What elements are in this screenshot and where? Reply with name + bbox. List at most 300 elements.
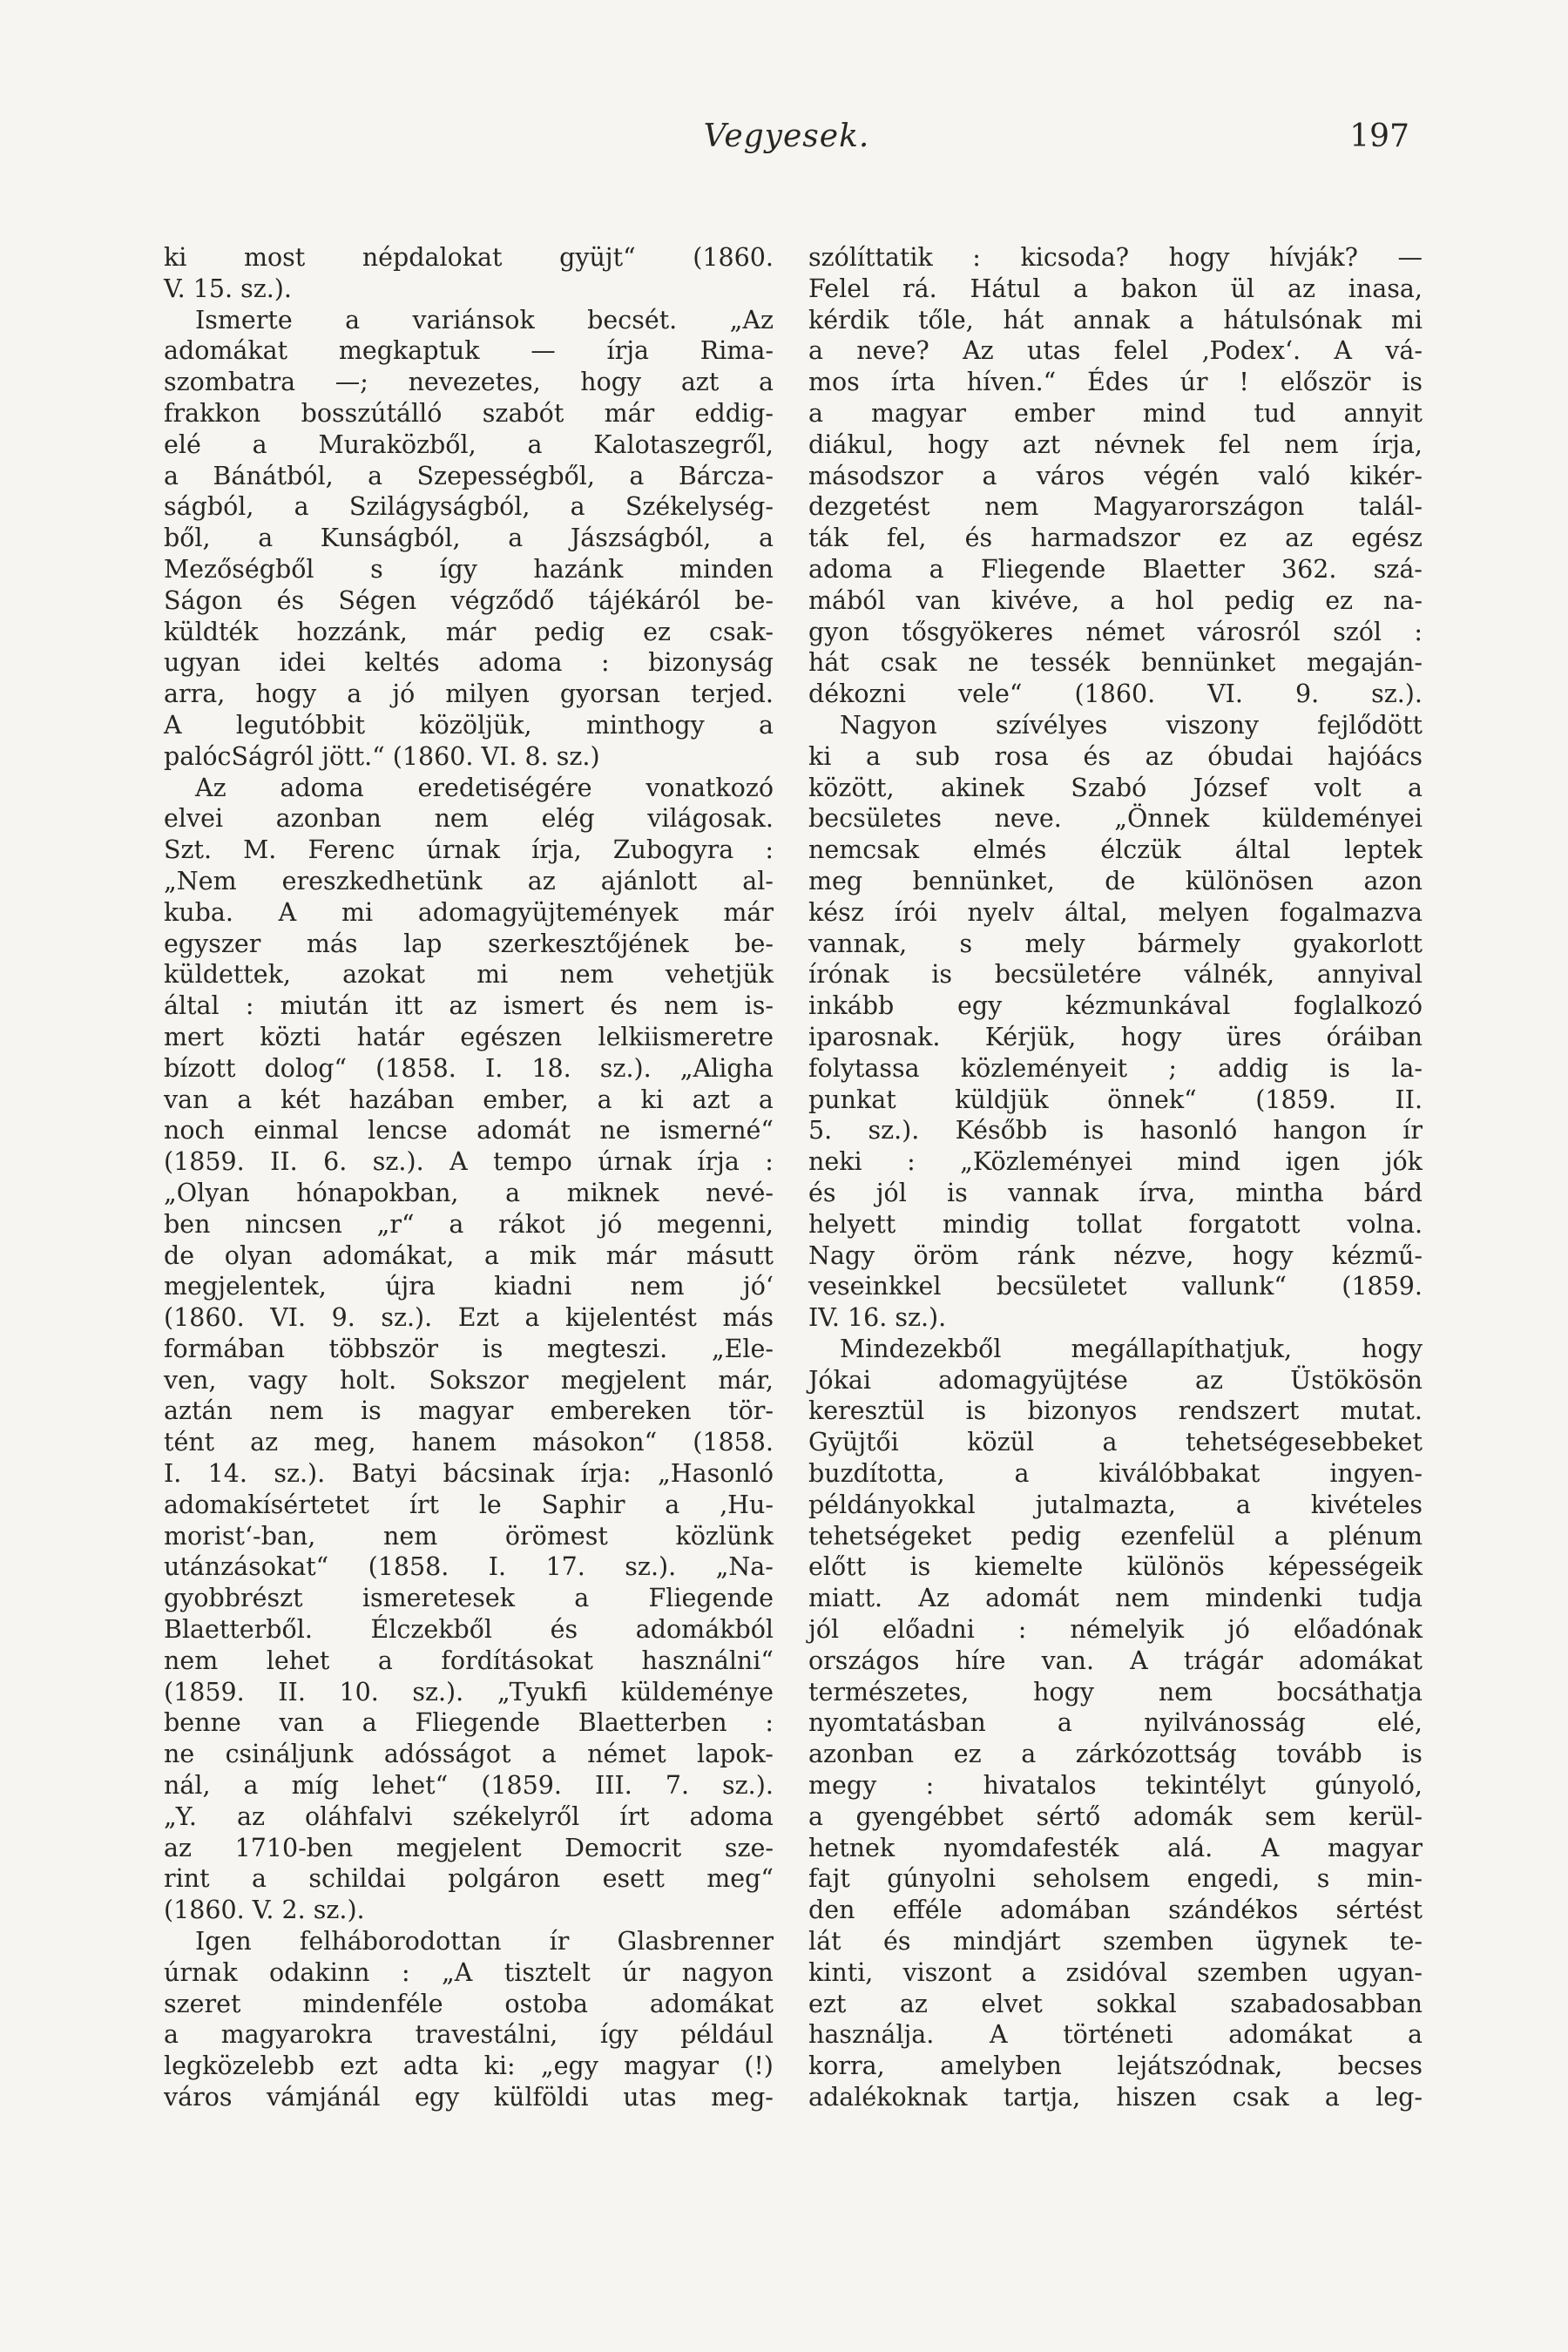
word: elé, (1377, 1708, 1423, 1738)
word: viszont (902, 1957, 992, 1987)
word: A (449, 1147, 468, 1177)
word: a (929, 554, 944, 584)
word: a (758, 524, 774, 553)
word: kérdik (808, 305, 889, 335)
word: mindjárt (952, 1927, 1061, 1957)
word: adomák (1132, 1801, 1233, 1831)
word: Glasbrenner (617, 1927, 774, 1957)
text-line (164, 1646, 774, 1677)
word: kikér- (1349, 461, 1423, 490)
word: felel (1113, 336, 1169, 366)
word: 10. (339, 1677, 379, 1707)
word: tehetségesebbeket (1185, 1428, 1423, 1457)
word: gyobbrészt (164, 1584, 303, 1613)
word: mutat. (1340, 1396, 1423, 1426)
word: az (1285, 524, 1314, 553)
word: azonban (275, 804, 382, 834)
text-line-content (808, 491, 1423, 523)
text-line (164, 1271, 774, 1302)
word: között, (808, 773, 895, 802)
word: magyar (418, 1396, 514, 1426)
word: úrnak (598, 1147, 672, 1177)
word: azokat (342, 960, 425, 990)
word: olyan (224, 1240, 293, 1270)
word: és (276, 585, 305, 615)
word: (1860. (1074, 679, 1156, 709)
word: az (236, 1801, 265, 1831)
word: ez (1325, 585, 1354, 615)
word: Üstökösön (1290, 1365, 1423, 1395)
word: fel, (886, 524, 927, 553)
word: ták (808, 524, 848, 553)
word: ez (643, 617, 671, 646)
word: által (1234, 835, 1291, 865)
word: lehet (266, 1646, 330, 1675)
word: (!) (744, 2051, 774, 2081)
word: nézve, (1113, 1240, 1194, 1270)
word: : (1414, 617, 1423, 646)
word: II. (1395, 1085, 1423, 1114)
word: csak- (708, 617, 774, 646)
text-line (808, 242, 1423, 274)
word: aztán (164, 1396, 233, 1426)
word: Rima- (700, 336, 774, 366)
word: székelyről (452, 1801, 580, 1831)
text-line (808, 1801, 1423, 1833)
word: a (1021, 1957, 1037, 1987)
word: volna. (1347, 1209, 1423, 1239)
word: híre (955, 1646, 1006, 1675)
word: meg“ (706, 1864, 774, 1894)
word: szólíttatik (808, 243, 933, 272)
word: az (899, 1989, 928, 2018)
word: pedig (534, 617, 605, 646)
word: veseinkkel (808, 1272, 942, 1301)
text-line-content (164, 1022, 774, 1053)
word: és (882, 1927, 911, 1957)
word: ingyen- (1329, 1459, 1423, 1489)
word: hivatalos (983, 1771, 1097, 1801)
word: „Ele- (711, 1334, 774, 1363)
text-line (808, 1614, 1423, 1646)
word: A (1334, 336, 1352, 366)
word: pedig (1224, 585, 1295, 615)
text-line (808, 429, 1423, 461)
text-line (808, 554, 1423, 585)
word: kézmű- (1331, 1240, 1423, 1270)
word: lejátszódnak, (1117, 2051, 1283, 2081)
text-line (808, 1490, 1423, 1521)
text-line (808, 1085, 1423, 1116)
word: az (250, 1428, 279, 1457)
word: idei (279, 648, 326, 678)
word: míg (291, 1771, 339, 1801)
word: elmés (972, 835, 1047, 865)
word: nem (1158, 1677, 1213, 1707)
word: a (866, 741, 882, 771)
text-line (164, 1022, 774, 1053)
word: egy (415, 2083, 460, 2112)
word: a (570, 492, 585, 522)
text-line-content (808, 1178, 1423, 1209)
word: élczük (1100, 835, 1181, 865)
word: gyon (808, 617, 869, 646)
word: más (306, 929, 358, 958)
word: VI. (1207, 679, 1243, 709)
text-line-content (808, 1801, 1423, 1833)
word: Hátul (970, 274, 1041, 303)
word: az (1195, 1365, 1224, 1395)
text-line (808, 773, 1423, 804)
text-line-content (808, 803, 1423, 835)
text-line-content (808, 1614, 1423, 1646)
word: lencse (368, 1116, 448, 1146)
word: sem (1265, 1801, 1316, 1831)
word: folytassa (808, 1053, 920, 1083)
word: ez (953, 1740, 982, 1769)
word: trágár (1183, 1646, 1263, 1675)
word: megjelentek, (164, 1272, 327, 1301)
text-line-content (808, 1458, 1423, 1490)
word: embereken (550, 1396, 692, 1426)
word: különösen (1185, 866, 1315, 896)
word: adalékoknak (808, 2083, 968, 2112)
word: ‚Hu- (720, 1490, 774, 1519)
text-line-content (808, 990, 1423, 1022)
word: gúnyoló, (1315, 1771, 1423, 1801)
word: jók (1384, 1147, 1423, 1177)
text-line (808, 1863, 1423, 1895)
word: van (279, 1708, 324, 1738)
word: viszony (1166, 710, 1259, 740)
word: tisztelt (504, 1957, 591, 1987)
word: ereszkedhetünk (281, 866, 483, 896)
word: már (445, 617, 497, 646)
text-line (164, 741, 774, 773)
word: válnék, (1184, 960, 1275, 990)
word: történeti (1063, 2020, 1173, 2050)
word: jó (392, 679, 416, 709)
word: sz.). (599, 1053, 652, 1083)
word: mintha (1235, 1178, 1324, 1207)
word: bizonyos (1027, 1396, 1138, 1426)
word: 362. (1281, 554, 1337, 584)
word: (1859. (164, 1147, 245, 1177)
text-line-content (164, 1396, 774, 1427)
word: : (1017, 1615, 1027, 1645)
word: morist‘-ban, (164, 1521, 316, 1551)
word: vehetjük (665, 960, 774, 990)
word: rá. (902, 274, 937, 303)
word: Ságon (164, 585, 243, 615)
text-line-content (164, 1770, 774, 1801)
word: ne (599, 1116, 631, 1146)
text-line-content (164, 617, 774, 648)
word: közleményeit (960, 1053, 1128, 1083)
word: seholsem (1032, 1864, 1151, 1894)
text-line-content (808, 1833, 1423, 1864)
word: a (597, 1085, 612, 1114)
word: egyszer (164, 929, 261, 958)
word: keresztül (808, 1396, 925, 1426)
word: küldték (164, 617, 259, 646)
word: fel (1218, 429, 1251, 459)
text-line-content: IV. 16. sz.). (808, 1303, 947, 1333)
text-line-content (808, 274, 1423, 305)
word: óbudai (1207, 741, 1294, 771)
word: A (989, 2020, 1008, 2050)
word: a (362, 1708, 377, 1738)
word: mi (1390, 305, 1423, 335)
word: a (1014, 1459, 1030, 1489)
text-line-content (808, 2019, 1423, 2051)
text-line-content (808, 773, 1423, 804)
word: óráiban (1326, 1022, 1423, 1051)
word: a (1407, 773, 1423, 802)
word: hazánk (533, 554, 624, 584)
word: a (164, 2020, 179, 2050)
word: sub (915, 741, 960, 771)
word: le (478, 1490, 502, 1519)
word: efféle (892, 1896, 963, 1925)
word: vallunk“ (1182, 1272, 1287, 1301)
word: Később (955, 1116, 1048, 1146)
text-line (808, 1396, 1423, 1427)
text-line (808, 679, 1423, 710)
text-line (164, 1521, 774, 1552)
word: (1858. (368, 1552, 449, 1582)
word: II. (278, 1677, 306, 1707)
word: város (1036, 461, 1105, 490)
word: ki (640, 1085, 664, 1114)
word: neki (808, 1147, 862, 1177)
text-line (808, 1334, 1423, 1365)
word: miatt. (808, 1584, 883, 1613)
word: másutt (686, 1240, 774, 1270)
word: ven, (164, 1365, 217, 1395)
word: nem (664, 991, 719, 1021)
word: elvei (164, 804, 224, 834)
word: meg, (314, 1428, 376, 1457)
word: punkat (808, 1085, 896, 1114)
text-line-content (164, 1334, 774, 1365)
text-line-content (164, 1833, 774, 1864)
word: helyett (808, 1209, 896, 1239)
word: legutóbbit (235, 710, 366, 740)
word: mert (164, 1022, 224, 1051)
word: adomában (999, 1896, 1131, 1925)
text-line-content (164, 1583, 774, 1614)
word: (1858. (375, 1053, 456, 1083)
word: írja, (1372, 429, 1423, 459)
word: gyorsan (559, 679, 660, 709)
text-line-content (808, 461, 1423, 492)
word: tartja, (1003, 2083, 1081, 2112)
word: alá. (1166, 1833, 1213, 1862)
word: miután (280, 991, 368, 1021)
word: : (765, 1147, 774, 1177)
word: a (1057, 1708, 1072, 1738)
word: fajt (808, 1864, 850, 1894)
word: már (604, 398, 655, 428)
text-line (808, 491, 1423, 523)
word: Igen (195, 1927, 252, 1957)
word: rendszert (1178, 1396, 1300, 1426)
text-line-content (808, 554, 1423, 585)
word: rint (164, 1864, 210, 1894)
word: a (1110, 585, 1125, 615)
word: vá- (1385, 336, 1423, 366)
word: írta (890, 368, 936, 397)
text-line (164, 1365, 774, 1396)
word: és (610, 991, 638, 1021)
word: 7. (665, 1771, 690, 1801)
word: már, (718, 1365, 774, 1395)
word: ugyan (164, 648, 241, 678)
word: nyomdafesték (943, 1833, 1119, 1862)
text-line (164, 461, 774, 492)
word: utánzásokat“ (164, 1552, 329, 1582)
word: al- (742, 866, 774, 896)
word: szabót (482, 398, 564, 428)
text-line (164, 835, 774, 866)
word: a (237, 1085, 253, 1114)
word: országos (808, 1646, 920, 1675)
word: Élczekből (370, 1615, 493, 1645)
word: hazában (348, 1085, 455, 1114)
word: Ismerte (195, 305, 293, 335)
word: végződő (450, 585, 555, 615)
text-line (164, 305, 774, 336)
word: engedi, (1186, 1864, 1281, 1894)
word: fordításokat (441, 1646, 593, 1675)
word: sz.). (372, 1147, 424, 1177)
word: 1710-ben (234, 1833, 354, 1862)
word: gyüjt“ (559, 243, 636, 272)
word: bízott (164, 1053, 236, 1083)
word: Fliegende (648, 1584, 774, 1613)
text-line-content (164, 367, 774, 398)
text-line (808, 617, 1423, 648)
text-line-content (164, 2019, 774, 2051)
text-line (164, 1833, 774, 1864)
text-line-content (195, 773, 774, 804)
word: mely (1024, 929, 1085, 958)
word: ember (1014, 398, 1095, 428)
word: adomákból (635, 1615, 774, 1645)
text-line (808, 1989, 1423, 2020)
text-line (808, 585, 1423, 617)
word: Ezt (457, 1303, 499, 1333)
page-number: 197 (1349, 118, 1409, 154)
word: magyarokra (220, 2020, 373, 2050)
word: egész (1351, 524, 1423, 553)
text-line-content (808, 585, 1423, 617)
right-text-column (808, 242, 1423, 2113)
word: Magyarországon (1092, 492, 1305, 522)
text-line-content (808, 1926, 1423, 1957)
word: küldeményei (1261, 804, 1423, 834)
word: szívélyes (995, 710, 1108, 740)
word: nyilvánosság (1144, 1708, 1306, 1738)
text-line-content (808, 1209, 1423, 1240)
word: nem (269, 1396, 324, 1426)
text-line-content (808, 1053, 1423, 1085)
text-line (808, 1365, 1423, 1396)
text-line-content (808, 305, 1423, 336)
word: határ (356, 1022, 424, 1051)
text-line-content (840, 1334, 1423, 1365)
word: „Közleményei (960, 1147, 1132, 1177)
word: hogy (1120, 1022, 1182, 1051)
word: Ségen (338, 585, 417, 615)
word: híven.“ (966, 368, 1057, 397)
text-line (164, 990, 774, 1022)
word: bennünket (1141, 648, 1276, 678)
word: odakinn (269, 1957, 370, 1987)
word: is (947, 1178, 968, 1207)
word: s (370, 554, 383, 584)
word: tud (1254, 398, 1296, 428)
word: hogy (1168, 243, 1230, 272)
word: kész (808, 897, 864, 927)
word: inasa, (1348, 274, 1423, 303)
word: (1859. (1255, 1085, 1336, 1114)
text-line-content (808, 741, 1423, 773)
text-line (164, 274, 774, 305)
word: a (505, 1178, 521, 1207)
word: bakon (1120, 274, 1198, 303)
word: ne (968, 648, 999, 678)
word: bácsinak (443, 1459, 555, 1489)
word: az (164, 1833, 193, 1862)
word: igen (1285, 1147, 1341, 1177)
word: is (909, 1552, 931, 1582)
word: azonban (808, 1740, 915, 1769)
word: ismeretesek (362, 1584, 516, 1613)
word: tessék (1030, 648, 1111, 678)
word: ügynek (1255, 1927, 1348, 1957)
word: van (164, 1085, 209, 1114)
text-line (164, 429, 774, 461)
word: képességeik (1268, 1552, 1423, 1582)
text-line (808, 2082, 1423, 2113)
word: a (508, 524, 524, 553)
word: kivéve, (990, 585, 1080, 615)
text-line-content (164, 1551, 774, 1583)
text-line (808, 1677, 1423, 1708)
word: ből, (164, 524, 211, 553)
page-header (164, 113, 1409, 166)
word: becsületet (996, 1272, 1127, 1301)
word: a (527, 429, 543, 459)
word: ránk (1017, 1240, 1075, 1270)
word: „Hasonló (657, 1459, 774, 1489)
text-line (808, 1302, 1423, 1334)
word: variánsok (412, 305, 535, 335)
text-line-content (164, 335, 774, 367)
word: „Aligha (679, 1053, 774, 1083)
text-line (808, 1551, 1423, 1583)
word: a (294, 492, 309, 522)
word: terjed. (691, 679, 774, 709)
word: megjelent (560, 1365, 686, 1395)
word: foglalkozó (1294, 991, 1423, 1021)
word: sz.). (381, 1303, 433, 1333)
word: mindenféle (302, 1989, 443, 2018)
word: hogy (1232, 1240, 1294, 1270)
text-line-content (808, 1739, 1423, 1770)
